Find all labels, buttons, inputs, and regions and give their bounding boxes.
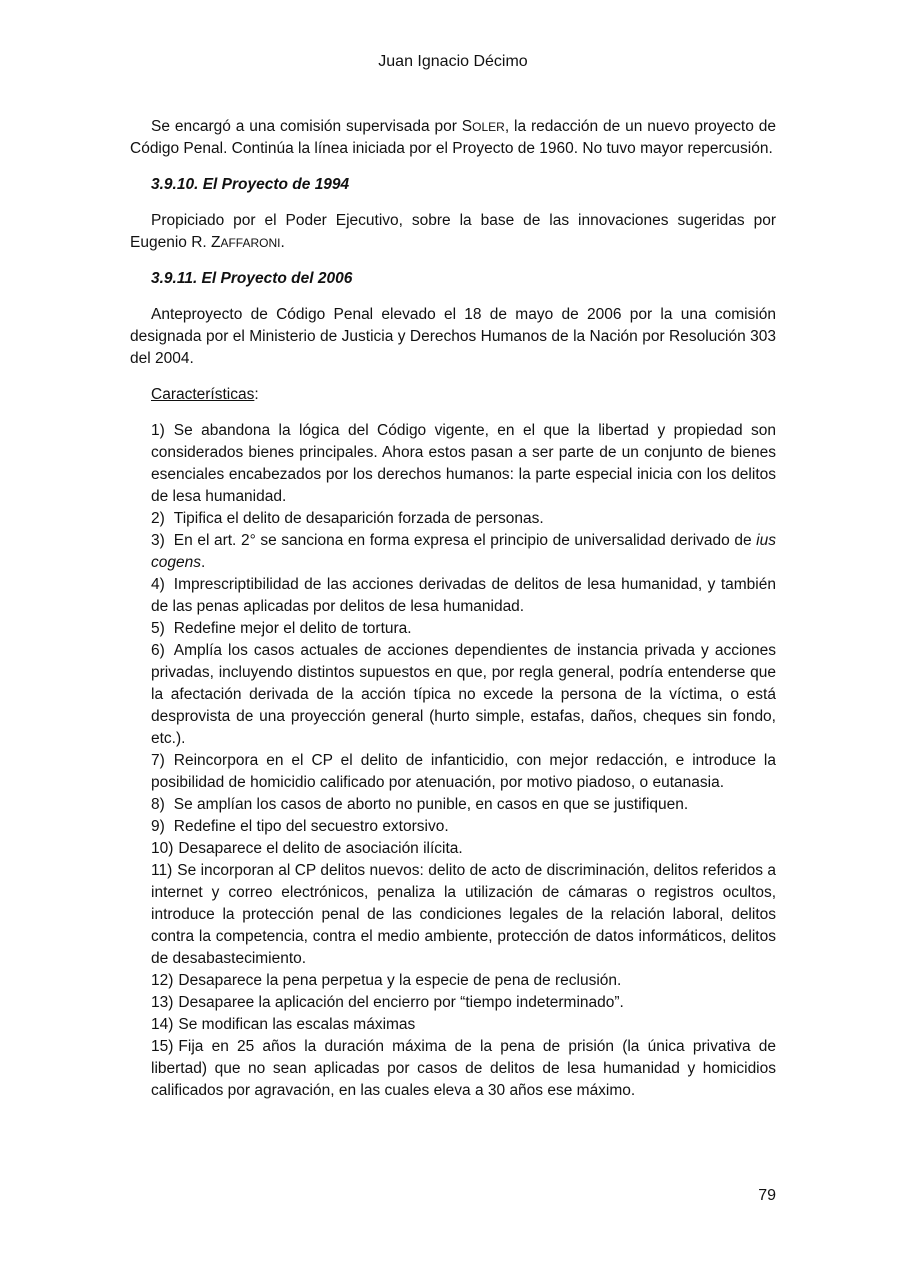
section-2006-heading: 3.9.11. El Proyecto del 2006 — [151, 270, 353, 287]
list-item: 7) Reincorpora en el CP el delito de infanticidio, con mejor redacción, e introduce la posibilidad de homicidio calificado por atenuación, por motivo piadoso, o eutanasia. — [151, 752, 776, 791]
characteristics-list — [130, 420, 776, 1102]
list-item: 10) Desaparece el delito de asociación ilícita. — [151, 840, 463, 857]
list-item: 14) Se modifican las escalas máximas — [151, 1016, 416, 1033]
section-1994-name-rest: AFFARONI — [220, 236, 281, 250]
list-item: 13) Desaparee la aplicación del encierro por “tiempo indeterminado”. — [151, 994, 624, 1011]
intro-paragraph — [130, 116, 776, 160]
list-item: 4) Imprescriptibilidad de las acciones derivadas de delitos de lesa humanidad, y también de las penas aplicadas por delitos de lesa humanidad. — [151, 576, 776, 615]
list-item: 8) Se amplían los casos de aborto no punible, en casos en que se justifiquen. — [151, 796, 689, 813]
list-item: 15) Fija en 25 años la duración máxima de la pena de prisión (la única privativa de libertad) que no sean aplicadas por casos de delitos de lesa humanidad y homicidios calificados por agravación, en las cuales eleva a 30 años ese máximo. — [151, 1038, 776, 1099]
list-item: 12) Desaparece la pena perpetua y la especie de pena de reclusión. — [151, 972, 622, 989]
section-1994-text: Propiciado por el Poder Ejecutivo, sobre la base de las innovaciones sugeridas por Eugenio R. — [130, 212, 776, 251]
characteristics-label: Características — [151, 386, 255, 403]
list-item: 3) En el art. 2° se sanciona en forma expresa el principio de universalidad derivado de ius cogens. — [151, 532, 776, 571]
running-header: Juan Ignacio Décimo — [378, 53, 528, 70]
characteristics-colon: : — [254, 386, 259, 403]
intro-name-initial: S — [461, 118, 473, 135]
section-2006-paragraph: Anteproyecto de Código Penal elevado el 18 de mayo de 2006 por la una comisión designada por el Ministerio de Justicia y Derechos Humanos de la Nación por Resolución 303 del 2004. — [130, 306, 776, 367]
section-1994-paragraph — [130, 210, 776, 254]
list-item: 5) Redefine mejor el delito de tortura. — [151, 620, 412, 637]
body-text — [130, 116, 776, 1102]
intro-text-start: Se encargó a una comisión supervisada por — [151, 118, 462, 135]
ius-cogens-italic: ius cogens — [151, 532, 776, 571]
page-number: 79 — [758, 1187, 776, 1204]
characteristics-subheading — [130, 384, 776, 406]
list-item: 1) Se abandona la lógica del Código vigente, en el que la libertad y propiedad son considerados bienes principales. Ahora estos pasan a ser parte de un conjunto de bienes esenciales encabezados por los derechos humanos: la parte especial inicia con los delitos de lesa humanidad. — [151, 422, 776, 505]
section-1994-heading: 3.9.10. El Proyecto de 1994 — [151, 176, 350, 193]
list-item: 6) Amplía los casos actuales de acciones dependientes de instancia privada y acciones privadas, incluyendo distintos supuestos en que, por regla general, podría entenderse que la afectación derivada de la acción típica no excede la persona de la víctima, o está desprovista de una proyección general (hurto simple, estafas, daños, cheques sin fondo, etc.). — [151, 642, 776, 747]
list-item: 2) Tipifica el delito de desaparición forzada de personas. — [151, 510, 544, 527]
intro-text-end: , la redacción de un nuevo proyecto de Código Penal. Continúa la línea iniciada por el Proyecto de 1960. No tuvo mayor repercusión. — [130, 118, 776, 157]
document-page — [130, 0, 776, 1280]
list-item: 11) Se incorporan al CP delitos nuevos: delito de acto de discriminación, delitos referidos a internet y correo electrónicos, penaliza la utilización de cámaras o registros ocultos, introduce la protección penal de las condiciones legales de la relación laboral, delitos contra la competencia, contra el medio ambiente, protección de datos informáticos, delitos de desabastecimiento. — [151, 862, 776, 967]
section-1994-text-end: . — [280, 234, 285, 251]
section-1994-name-initial: Z — [211, 234, 221, 251]
intro-name-rest: OLER — [472, 120, 505, 134]
list-item: 9) Redefine el tipo del secuestro extorsivo. — [151, 818, 449, 835]
